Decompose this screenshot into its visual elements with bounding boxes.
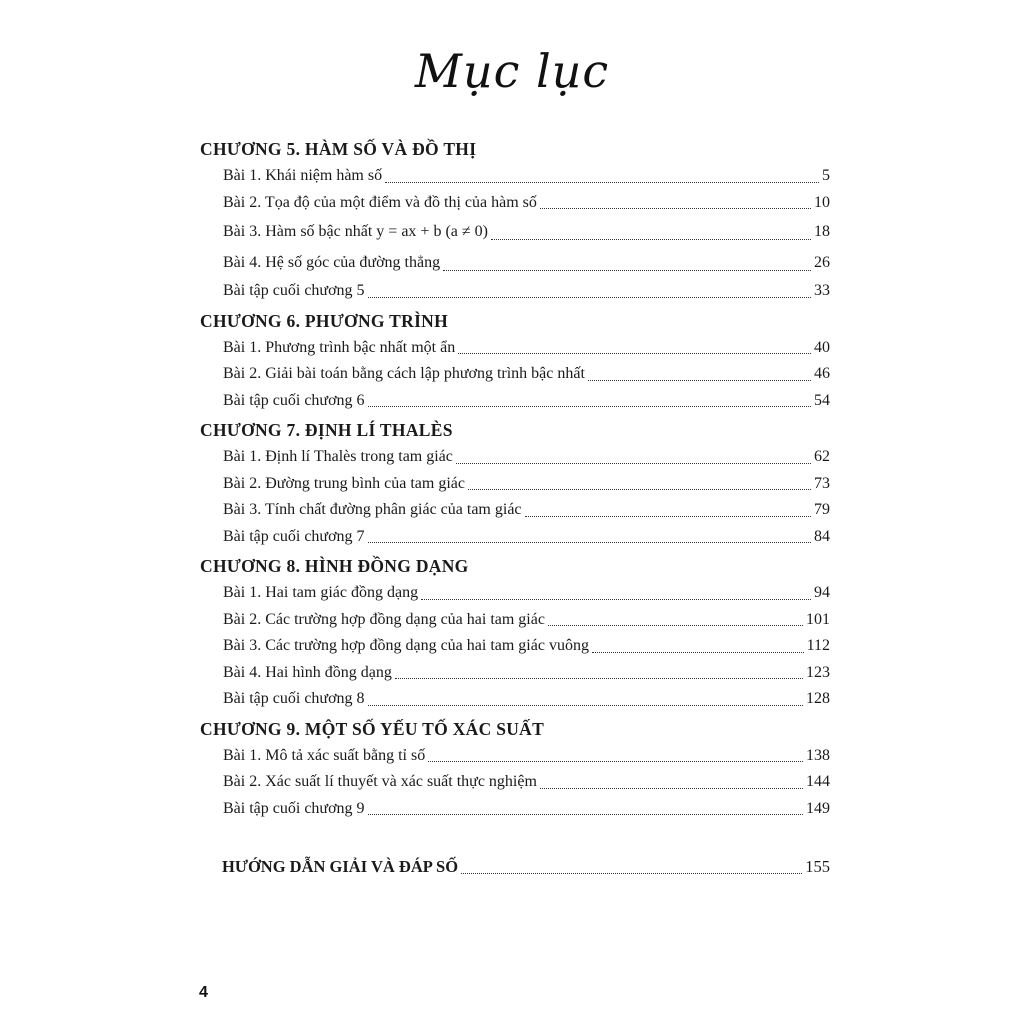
entry-label: Bài tập cuối chương 9 <box>223 799 365 817</box>
entry-page: 84 <box>814 527 830 545</box>
dot-leader <box>368 542 811 543</box>
entry-label: Bài tập cuối chương 7 <box>223 527 365 545</box>
entry-label: Bài 1. Khái niệm hàm số <box>223 167 383 184</box>
table-of-contents <box>200 133 830 881</box>
toc-entry[interactable] <box>200 247 830 278</box>
entry-label: Bài 2. Các trường hợp đồng dạng của hai tam giác <box>223 610 545 628</box>
page-number: 4 <box>199 984 208 1001</box>
toc-entry[interactable] <box>200 524 830 551</box>
dot-leader <box>421 599 811 600</box>
chapter-heading: CHƯƠNG 6. PHƯƠNG TRÌNH <box>200 310 449 331</box>
chapter-heading: CHƯƠNG 8. HÌNH ĐỒNG DẠNG <box>200 556 469 576</box>
dot-leader <box>428 761 803 762</box>
toc-entry[interactable] <box>200 190 830 217</box>
entry-page: 155 <box>805 857 830 876</box>
toc-entry[interactable] <box>200 444 830 471</box>
entry-label: Bài 2. Giải bài toán bằng cách lập phương trình bậc nhất <box>223 365 585 382</box>
entry-page: 10 <box>814 193 830 211</box>
dot-leader <box>456 463 811 464</box>
dot-leader <box>368 814 803 815</box>
dot-leader <box>540 788 803 789</box>
entry-page: 26 <box>814 254 830 271</box>
entry-page: 112 <box>806 637 830 654</box>
dot-leader <box>368 297 811 298</box>
dot-leader <box>588 380 811 381</box>
entry-label: Bài 1. Mô tả xác suất bằng tỉ số <box>223 746 426 764</box>
entry-label: Bài 4. Hệ số góc của đường thẳng <box>223 254 441 271</box>
entry-label: Bài 3. Các trường hợp đồng dạng của hai tam giác vuông <box>223 637 589 654</box>
entry-page: 94 <box>814 584 830 601</box>
dot-leader <box>368 705 803 706</box>
entry-page: 73 <box>814 474 830 492</box>
entry-label: Bài tập cuối chương 5 <box>223 282 365 299</box>
entry-label: Bài 2. Xác suất lí thuyết và xác suất thực nghiệm <box>223 773 537 790</box>
entry-page: 40 <box>814 338 830 356</box>
chapter-heading: CHƯƠNG 5. HÀM SỐ VÀ ĐỒ THỊ <box>200 139 477 159</box>
toc-entry[interactable] <box>200 471 830 498</box>
entry-page: 144 <box>806 773 830 790</box>
toc-entry[interactable] <box>200 796 830 823</box>
entry-page: 54 <box>814 391 830 409</box>
dot-leader <box>468 489 811 490</box>
entry-label: Bài 2. Tọa độ của một điểm và đồ thị của hàm số <box>223 193 537 211</box>
entry-label: Bài tập cuối chương 8 <box>223 690 365 707</box>
entry-label: HƯỚNG DẪN GIẢI VÀ ĐÁP SỐ <box>222 857 459 876</box>
toc-entry[interactable] <box>200 633 830 660</box>
dot-leader <box>458 353 811 354</box>
entry-label: Bài 4. Hai hình đồng dạng <box>223 663 392 681</box>
toc-entry[interactable] <box>200 497 830 524</box>
entry-page: 62 <box>814 448 830 465</box>
entry-page: 128 <box>806 690 830 707</box>
toc-entry[interactable] <box>200 769 830 796</box>
toc-entry[interactable] <box>200 607 830 634</box>
entry-label: Bài 1. Định lí Thalès trong tam giác <box>223 448 453 465</box>
toc-entry[interactable] <box>200 686 830 713</box>
entry-page: 149 <box>806 799 830 817</box>
dot-leader <box>491 239 811 240</box>
toc-entry-answers[interactable] <box>200 854 830 881</box>
entry-page: 79 <box>814 501 830 518</box>
toc-entry[interactable] <box>200 163 830 190</box>
dot-leader <box>592 652 804 653</box>
dot-leader <box>461 873 802 874</box>
entry-label: Bài tập cuối chương 6 <box>223 391 365 409</box>
dot-leader <box>540 208 811 209</box>
entry-label: Bài 3. Hàm số bậc nhất y = ax + b (a ≠ 0) <box>223 223 488 240</box>
toc-entry[interactable] <box>200 216 830 247</box>
entry-page: 138 <box>806 746 830 764</box>
entry-label: Bài 1. Hai tam giác đồng dạng <box>223 584 419 601</box>
entry-page: 5 <box>822 167 830 184</box>
chapter-heading: CHƯƠNG 7. ĐỊNH LÍ THALÈS <box>200 420 453 440</box>
page-title: Mục lục <box>414 44 610 98</box>
dot-leader <box>548 625 803 626</box>
toc-entry[interactable] <box>200 388 830 415</box>
toc-entry[interactable] <box>200 335 830 362</box>
entry-label: Bài 1. Phương trình bậc nhất một ẩn <box>223 338 456 356</box>
entry-page: 123 <box>806 663 830 681</box>
entry-label: Bài 3. Tính chất đường phân giác của tam giác <box>223 501 522 518</box>
entry-page: 33 <box>814 282 830 299</box>
toc-entry[interactable] <box>200 580 830 607</box>
entry-page: 18 <box>814 223 830 240</box>
dot-leader <box>443 270 811 271</box>
toc-entry[interactable] <box>200 743 830 770</box>
toc-entry[interactable] <box>200 361 830 388</box>
entry-page: 46 <box>814 365 830 382</box>
toc-entry[interactable] <box>200 660 830 687</box>
dot-leader <box>395 678 803 679</box>
dot-leader <box>385 182 819 183</box>
entry-label: Bài 2. Đường trung bình của tam giác <box>223 474 465 492</box>
toc-entry[interactable] <box>200 278 830 305</box>
dot-leader <box>525 516 811 517</box>
chapter-heading: CHƯƠNG 9. MỘT SỐ YẾU TỐ XÁC SUẤT <box>200 718 545 739</box>
entry-page: 101 <box>806 610 830 628</box>
dot-leader <box>368 406 811 407</box>
